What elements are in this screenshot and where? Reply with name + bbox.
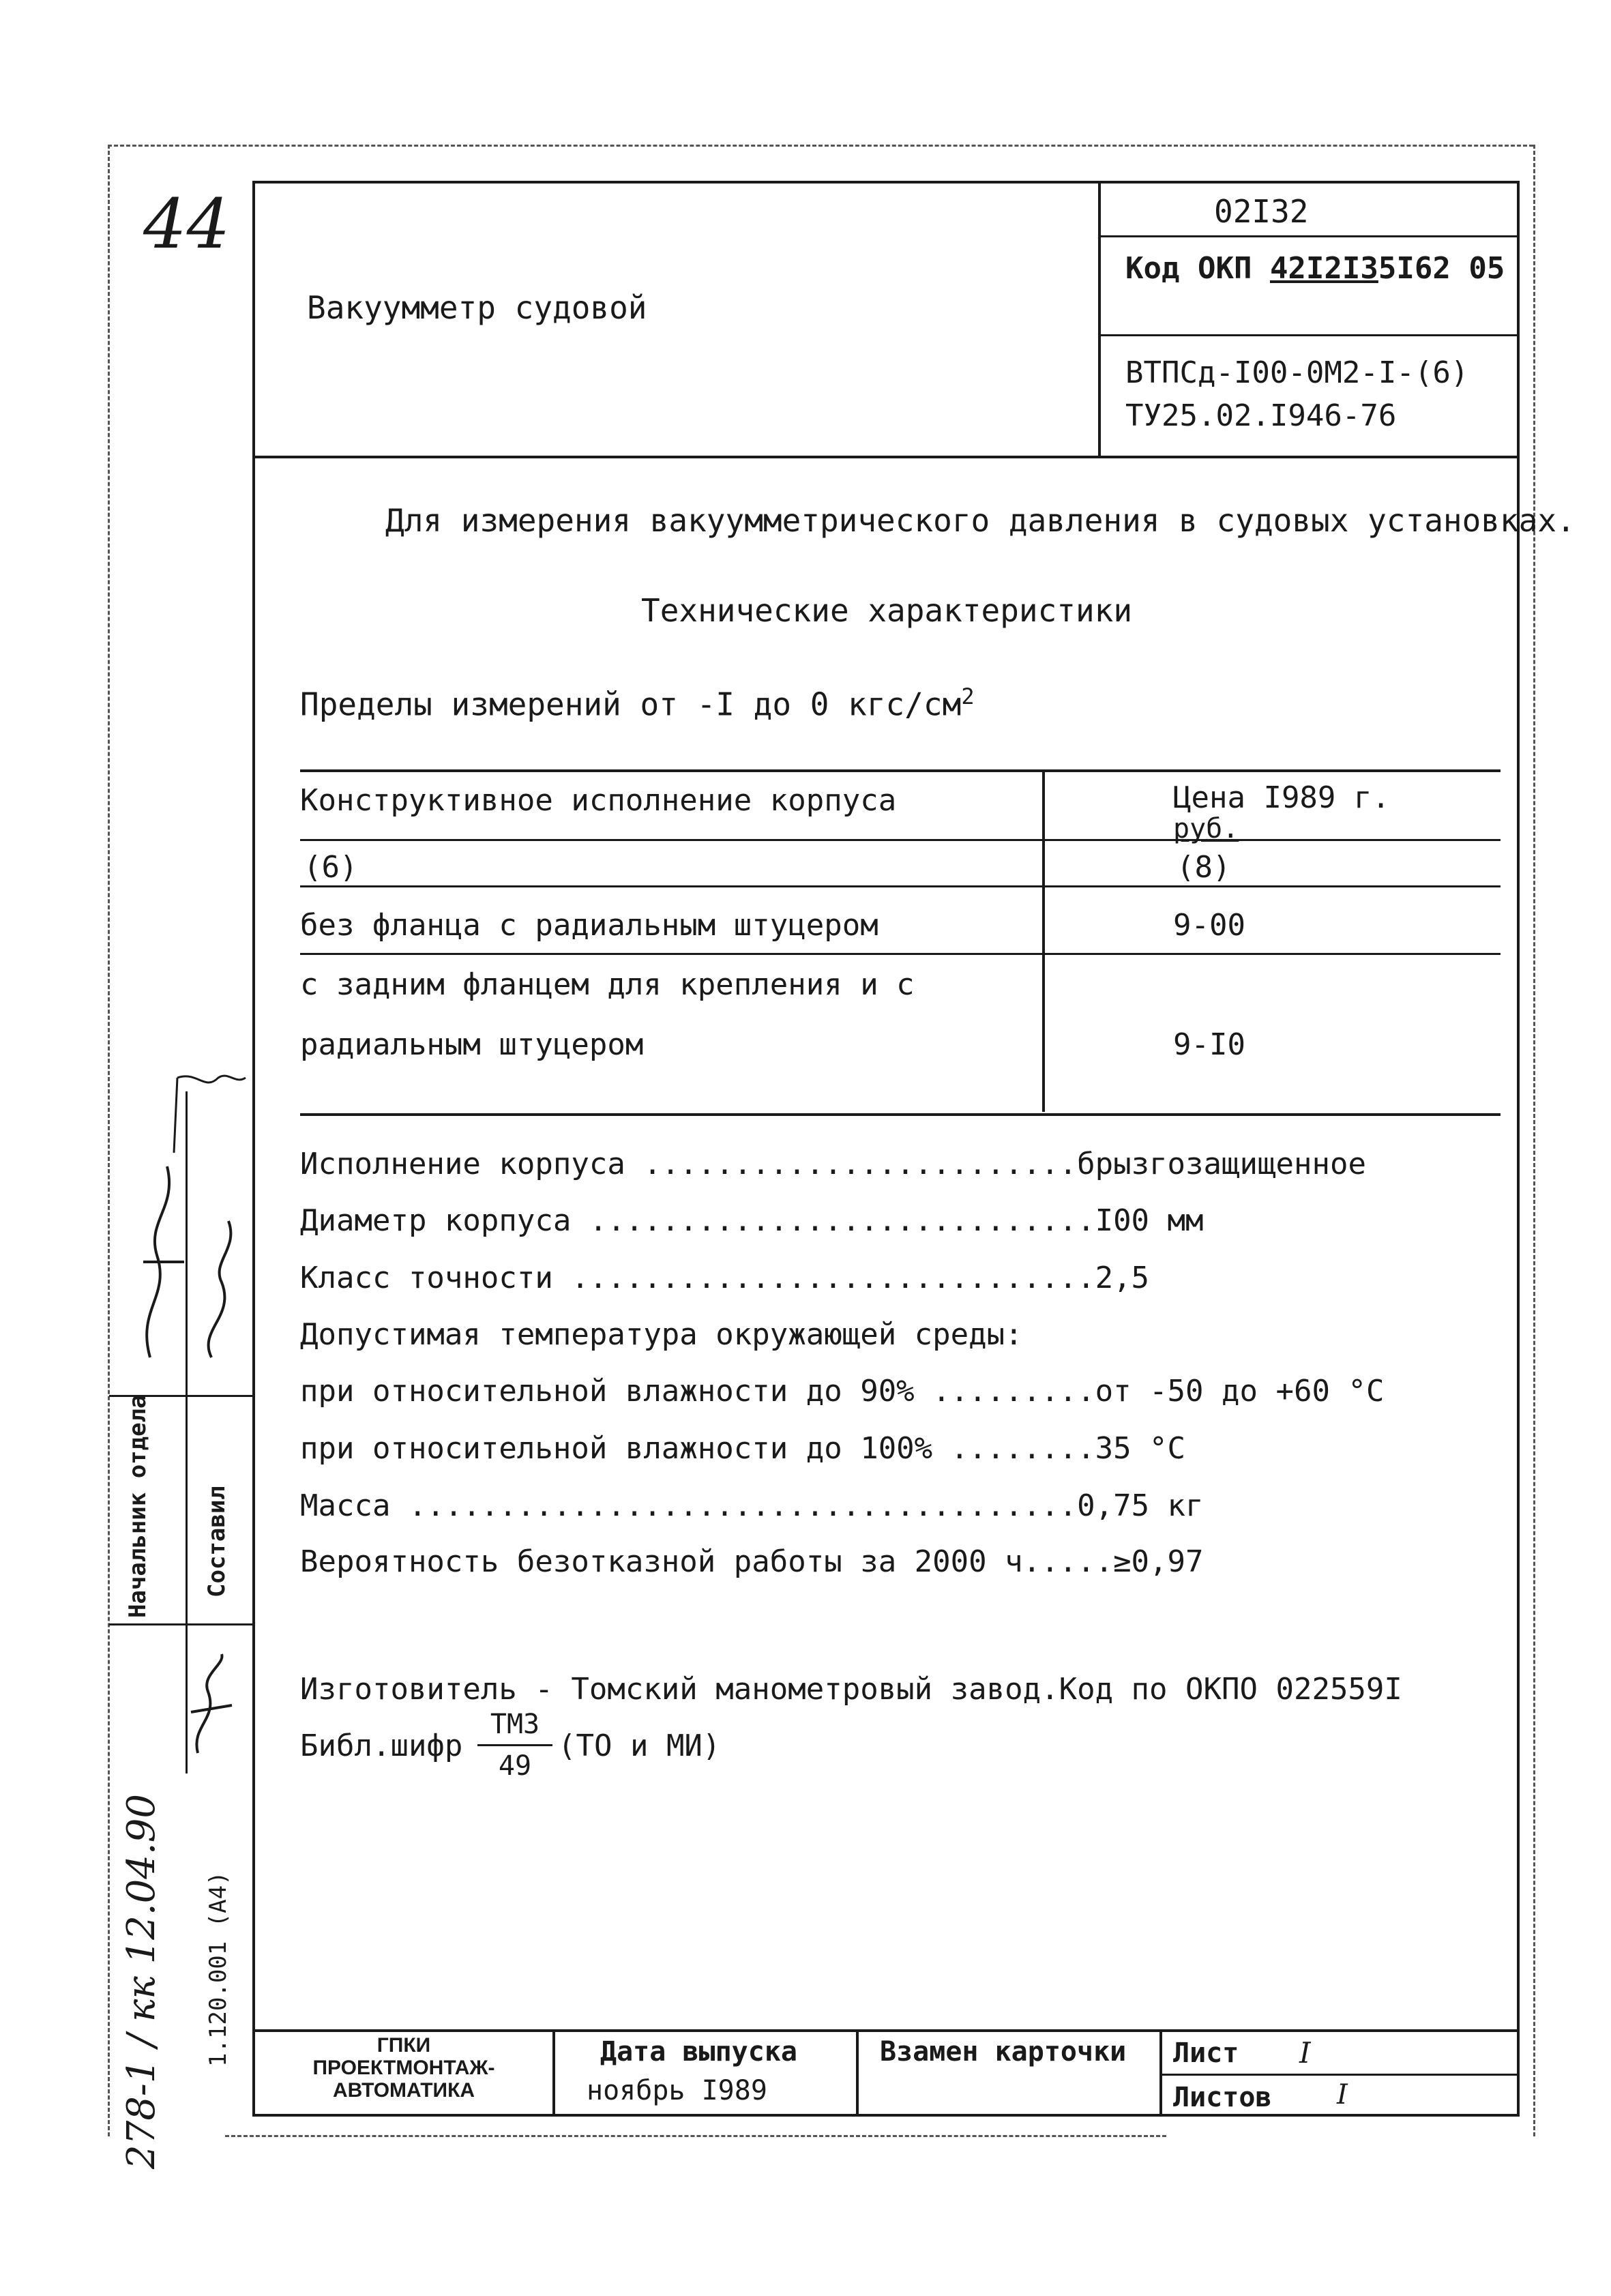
footer-replaces-label: Взамен карточки (880, 2036, 1127, 2067)
table-col-number-1: (6) (304, 850, 358, 885)
spec-temp-heading: Допустимая температура окружающей среды: (300, 1317, 1023, 1352)
footer-organization: ГПКИ ПРОЕКТМОНТАЖ- АВТОМАТИКА (312, 2034, 495, 2102)
product-code: 02I32 (1214, 193, 1309, 230)
okp-code (1125, 251, 1505, 286)
spec-diameter: Диаметр корпуса ............................I00 мм (300, 1203, 1204, 1238)
frame-right (1517, 181, 1520, 2117)
frame-left (252, 181, 255, 2117)
table-row-2-design-line2: радиальным штуцером (300, 1027, 644, 1062)
sidebar-register-note: 278-1 / кк 12.04.90 (119, 1794, 164, 2169)
library-fraction (477, 1709, 552, 1782)
sidebar-head-label: Начальник отдела (124, 1394, 151, 1618)
footer-sheet-label: Лист (1173, 2037, 1239, 2069)
footer-sheet-value: I (1299, 2036, 1311, 2070)
manufacturer: Изготовитель - Томский манометровый завод.Код по ОКПО 022559I (300, 1672, 1402, 1707)
top-signature (174, 1076, 246, 1153)
sheet-number: 44 (143, 184, 231, 264)
footer-top (252, 2029, 1520, 2032)
okp-prefix: Код ОКП (1125, 251, 1252, 286)
header-bottom (252, 456, 1520, 458)
designation: ВТПСд-I00-0M2-I-(6) (1125, 355, 1469, 390)
footer-release-label: Дата выпуска (600, 2036, 797, 2067)
product-name: Вакуумметр судовой (307, 289, 647, 326)
library-numerator: ТМЗ (477, 1709, 552, 1746)
intro-text: Для измерения вакуумметрического давления в судовых установках. (385, 502, 1576, 539)
author-signature (209, 1221, 231, 1357)
table-header-unit: руб. (1173, 813, 1239, 844)
header-divider (1098, 181, 1101, 457)
library-code-prefix: Библ.шифр (300, 1728, 463, 1763)
frame-bottom (252, 2114, 1520, 2117)
table-col-number-2: (8) (1177, 850, 1231, 885)
table-col-divider (1042, 769, 1045, 1112)
okp-suffix: 5I62 05 (1378, 251, 1505, 286)
okp-underlined: 42I2I3 (1269, 251, 1378, 286)
cut-line-top (108, 145, 1533, 147)
table-row-1-design: без фланца с радиальным штуцером (300, 908, 878, 943)
footer-release-value: ноябрь I989 (587, 2075, 767, 2106)
limits-sup: 2 (961, 683, 975, 709)
spec-housing: Исполнение корпуса ........................брызгозащищенное (300, 1147, 1366, 1181)
spec-reliability: Вероятность безотказной работы за 2000 ч.....≥0,97 (300, 1544, 1204, 1579)
measurement-limits (300, 683, 975, 723)
table-row-1-price: 9-00 (1173, 908, 1245, 943)
date-signature-svg (184, 1651, 239, 1760)
head-signature (143, 1166, 184, 1357)
sidebar-doc-code: 1.120.001 (А4) (205, 1871, 232, 2067)
spec-mass: Масса .....................................0,75 кг (300, 1488, 1204, 1523)
cut-line-bottom (225, 2135, 1166, 2137)
table-row-2-price: 9-I0 (1173, 1027, 1245, 1062)
table-header-price: Цена I989 г. (1173, 780, 1390, 815)
frame-top (252, 181, 1520, 183)
table-bottom (300, 1113, 1501, 1116)
sidebar-author-label: Составил (203, 1486, 231, 1598)
table-top (300, 769, 1501, 772)
spec-temp-90: при относительной влажности до 90% .........от -50 до +60 °С (300, 1374, 1385, 1409)
library-code-suffix: (ТО и МИ) (558, 1728, 721, 1763)
tu-number: ТУ25.02.I946-76 (1125, 398, 1397, 433)
limits-text: Пределы измерений от -I до 0 кгс/см (300, 686, 962, 723)
section-title: Технические характеристики (641, 592, 1133, 629)
spec-accuracy: Класс точности .............................2,5 (300, 1261, 1150, 1295)
cut-line-right (1533, 145, 1535, 2136)
library-denominator: 49 (498, 1750, 532, 1782)
spec-temp-100: при относительной влажности до 100% ........35 °С (300, 1431, 1186, 1466)
footer-sheets-label: Листов (1173, 2082, 1272, 2113)
signatures-svg (109, 1037, 252, 1392)
footer-sheets-value: I (1337, 2079, 1348, 2110)
table-row-2-design-line1: с задним фланцем для крепления и с (300, 967, 915, 1002)
table-header-design: Конструктивное исполнение корпуса (300, 783, 897, 818)
